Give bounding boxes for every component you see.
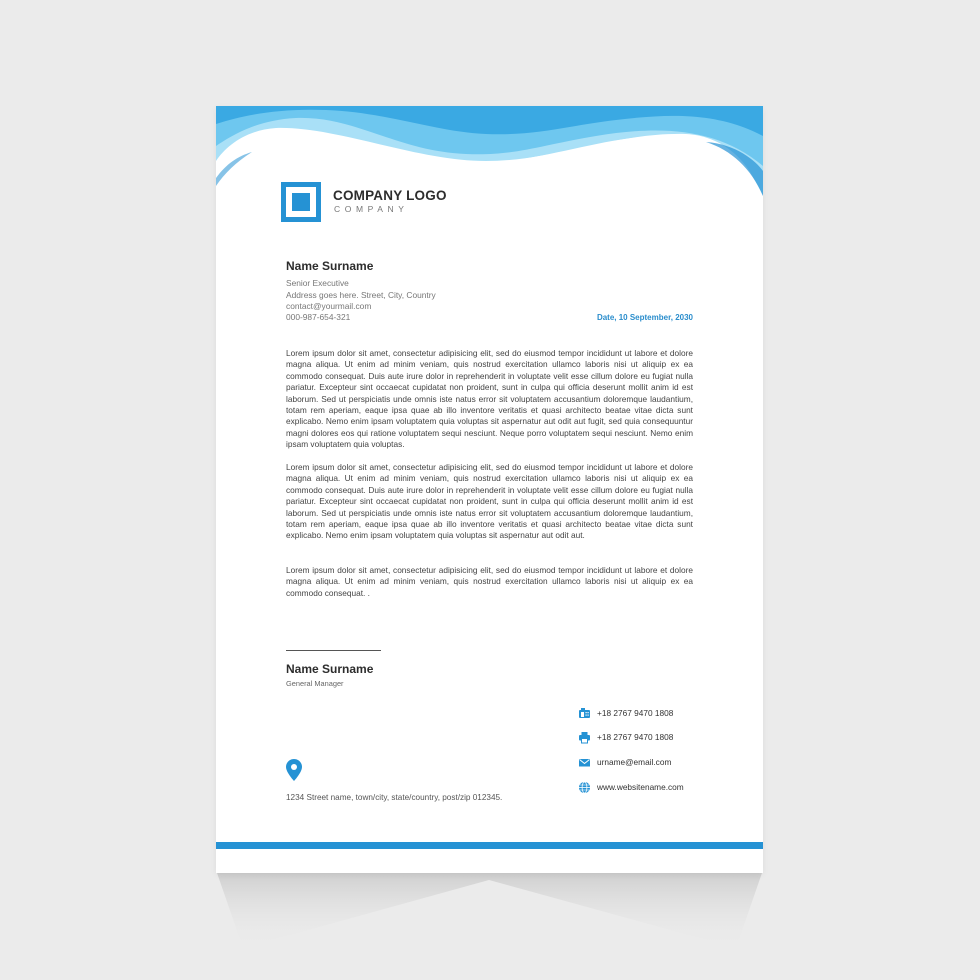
sender-address: Address goes here. Street, City, Country xyxy=(286,290,436,300)
contact-text: +18 2767 9470 1808 xyxy=(597,708,674,718)
contact-printer xyxy=(578,730,673,744)
sheet-floor-shadow xyxy=(216,870,763,950)
location-pin-icon xyxy=(286,759,302,781)
contact-text: +18 2767 9470 1808 xyxy=(597,732,674,742)
sender-phone: 000-987-654-321 xyxy=(286,312,351,322)
logo-title: COMPANY LOGO xyxy=(333,188,447,203)
signature-title: General Manager xyxy=(286,679,344,688)
letterhead-sheet xyxy=(216,106,763,873)
signature-line xyxy=(286,650,381,651)
envelope-icon xyxy=(578,756,591,769)
footer-address: 1234 Street name, town/city, state/country, post/zip 012345. xyxy=(286,793,503,802)
signature-name: Name Surname xyxy=(286,662,374,676)
printer-icon xyxy=(578,731,591,744)
contact-text: www.websitename.com xyxy=(597,782,684,792)
logo-subtitle: COMPANY xyxy=(334,204,409,214)
body-paragraph: Lorem ipsum dolor sit amet, consectetur adipisicing elit, sed do eiusmod tempor incididunt ut labore et dolore magna aliqua. Ut enim ad minim veniam, quis nostrud exercitation ullamco laboris nisi ut aliquip ex ea commodo consequat. Duis aute irure dolor in reprehenderit in voluptate velit esse cillum dolore eu fugiat nulla pariatur. Excepteur sint occaecat cupidatat non proident, sunt in culpa qui officia deserunt mollit anim id est laborum. Sed ut perspiciatis unde omnis iste natus error sit voluptatem accusantium doloremque laudantium, totam rem aperiam, eaque ipsa quae ab illo inventore veritatis et quasi architecto beatae vitae dicta sunt explicabo. Nemo enim ipsam voluptatem quia voluptas sit aspernatur aut odit aut. xyxy=(286,462,693,541)
sender-email: contact@yourmail.com xyxy=(286,301,372,311)
contact-email xyxy=(578,755,671,769)
globe-icon xyxy=(578,781,591,794)
contact-text: urname@email.com xyxy=(597,757,672,767)
letter-date: Date, 10 September, 2030 xyxy=(596,313,693,322)
sender-position: Senior Executive xyxy=(286,278,349,288)
body-paragraph: Lorem ipsum dolor sit amet, consectetur adipisicing elit, sed do eiusmod tempor incididunt ut labore et dolore magna aliqua. Ut enim ad minim veniam, quis nostrud exercitation ullamco laboris nisi ut aliquip ex ea commodo consequat. . xyxy=(286,565,693,598)
contact-website xyxy=(578,780,684,794)
fax-icon xyxy=(578,707,591,720)
sender-name: Name Surname xyxy=(286,259,374,273)
contact-fax xyxy=(578,706,673,720)
body-paragraph: Lorem ipsum dolor sit amet, consectetur adipisicing elit, sed do eiusmod tempor incididunt ut labore et dolore magna aliqua. Ut enim ad minim veniam, quis nostrud exercitation ullamco laboris nisi ut aliquip ex ea commodo consequat. Duis aute irure dolor in reprehenderit in voluptate velit esse cillum dolore eu fugiat nulla pariatur. Excepteur sint occaecat cupidatat non proident, sunt in culpa qui officia deserunt mollit anim id est laborum. Sed ut perspiciatis unde omnis iste natus error sit voluptatem accusantium doloremque laudantium, totam rem aperiam, eaque ipsa quae ab illo inventore veritatis et quasi architecto beatae vitae dicta sunt explicabo. Nemo enim ipsam voluptatem quia voluptas sit aspernatur aut odit aut fugit, sed quia consequuntur magni dolores eos qui ratione voluptatem sequi nesciunt. Neque porro voluptatem sequi nesciunt. Nemo enim ipsam voluptatem quia voluptas. xyxy=(286,348,693,450)
footer-bar xyxy=(216,842,763,849)
square-logo-icon xyxy=(279,180,323,224)
